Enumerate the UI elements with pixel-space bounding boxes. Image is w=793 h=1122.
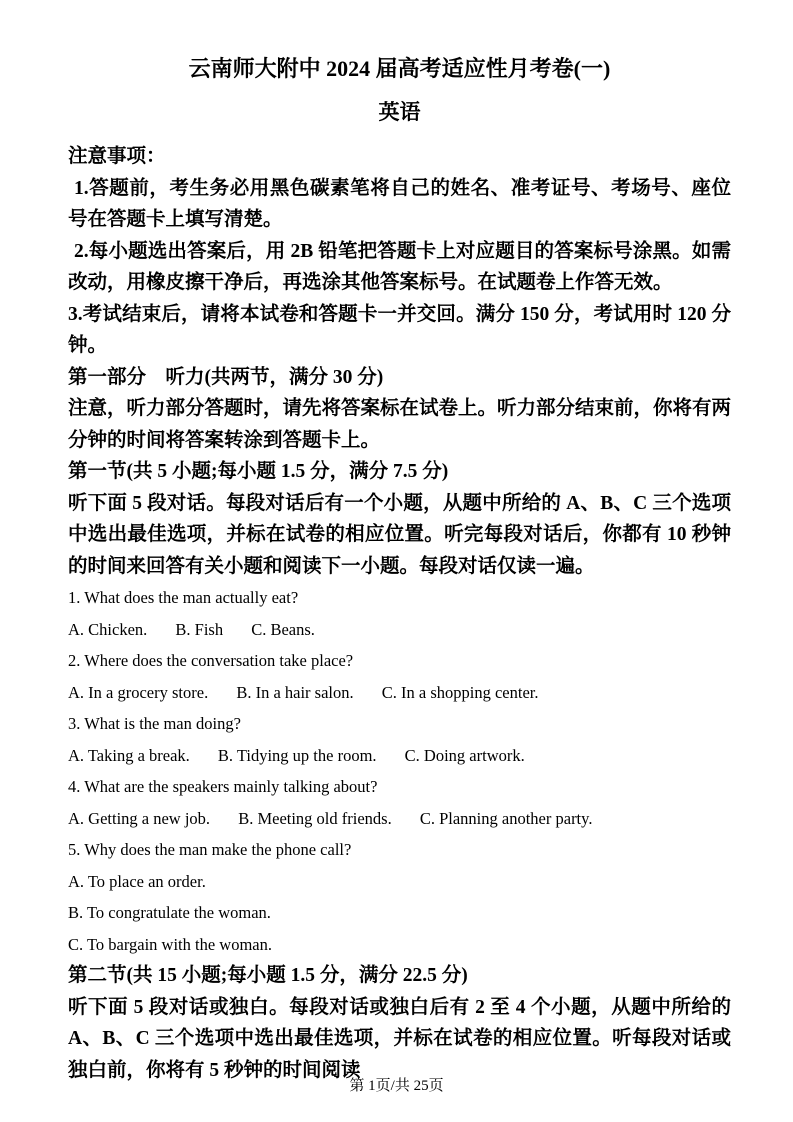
question-1-options — [68, 614, 731, 646]
question-3-stem: 3. What is the man doing? — [68, 714, 241, 733]
question-1-stem: 1. What does the man actually eat? — [68, 588, 299, 607]
page-content — [68, 54, 731, 1086]
question-1-option-b: B. Fish — [175, 619, 224, 639]
question-3 — [68, 708, 731, 771]
question-5-option-b: B. To congratulate the woman. — [68, 903, 271, 922]
question-3-options — [68, 740, 731, 772]
section2-heading: 第二节(共 15 小题;每小题 1.5 分，满分 22.5 分) — [68, 965, 468, 986]
part1-note: 注意，听力部分答题时，请先将答案标在试卷上。听力部分结束前，你将有两分钟的时间将答案转涂到答题卡上。 — [68, 398, 732, 451]
question-2-option-b: B. In a hair salon. — [236, 682, 354, 702]
question-1 — [68, 582, 731, 645]
question-4-stem: 4. What are the speakers mainly talking about? — [68, 777, 378, 796]
question-4-option-a: A. Getting a new job. — [68, 808, 211, 828]
question-3-option-b: B. Tidying up the room. — [217, 745, 377, 765]
question-5-option-a: A. To place an order. — [68, 871, 206, 891]
question-2-stem: 2. Where does the conversation take place? — [68, 651, 354, 670]
question-3-option-c: C. Doing artwork. — [404, 745, 525, 765]
question-3-option-a: A. Taking a break. — [68, 745, 190, 765]
notice-item-3: 3.考试结束后，请将本试卷和答题卡一并交回。满分 150 分，考试用时 120 分钟。 — [68, 303, 731, 356]
question-4-option-b: B. Meeting old friends. — [238, 808, 392, 828]
page-title: 云南师大附中 2024 届高考适应性月考卷(一) — [188, 56, 611, 81]
section2-instructions: 听下面 5 段对话或独白。每段对话或独白后有 2 至 4 个小题，从题中所给的 A、B、C 三个选项中选出最佳选项，并标在试卷的相应位置。听每段对话或独白前，你将有 5 秒钟的时间阅读 — [68, 996, 731, 1081]
question-5-stem: 5. Why does the man make the phone call? — [68, 840, 352, 859]
question-2-option-a: A. In a grocery store. — [68, 682, 209, 702]
section1-heading: 第一节(共 5 小题;每小题 1.5 分，满分 7.5 分) — [68, 461, 449, 482]
notices-heading: 注意事项： — [68, 146, 166, 167]
section1-instructions: 听下面 5 段对话。每段对话后有一个小题，从题中所给的 A、B、C 三个选项中选出最佳选项，并标在试卷的相应位置。听完每段对话后，你都有 10 秒钟的时间来回答有关小题和阅读下一小题。每段对话仅读一遍。 — [68, 492, 731, 577]
page-footer: 第 1页/共 25页 — [349, 1078, 444, 1094]
question-4-option-c: C. Planning another party. — [419, 808, 593, 828]
part1-heading: 第一部分 听力(共两节，满分 30 分) — [68, 366, 384, 388]
question-2-option-c: C. In a shopping center. — [381, 682, 539, 702]
question-2-options — [68, 677, 731, 709]
question-1-option-a: A. Chicken. — [68, 619, 148, 639]
question-1-option-c: C. Beans. — [251, 619, 315, 639]
question-2 — [68, 645, 731, 708]
question-4 — [68, 771, 731, 834]
page-subject: 英语 — [378, 100, 421, 124]
question-4-options — [68, 803, 731, 835]
notice-item-2: 2.每小题选出答案后，用 2B 铅笔把答题卡上对应题目的答案标号涂黑。如需改动，用橡皮擦干净后，再选涂其他答案标号。在试题卷上作答无效。 — [68, 240, 731, 293]
question-5-option-c: C. To bargain with the woman. — [68, 934, 273, 954]
notice-item-1: 1.答题前，考生务必用黑色碳素笔将自己的姓名、准考证号、考场号、座位号在答题卡上填写清楚。 — [68, 177, 731, 230]
question-5 — [68, 834, 731, 960]
